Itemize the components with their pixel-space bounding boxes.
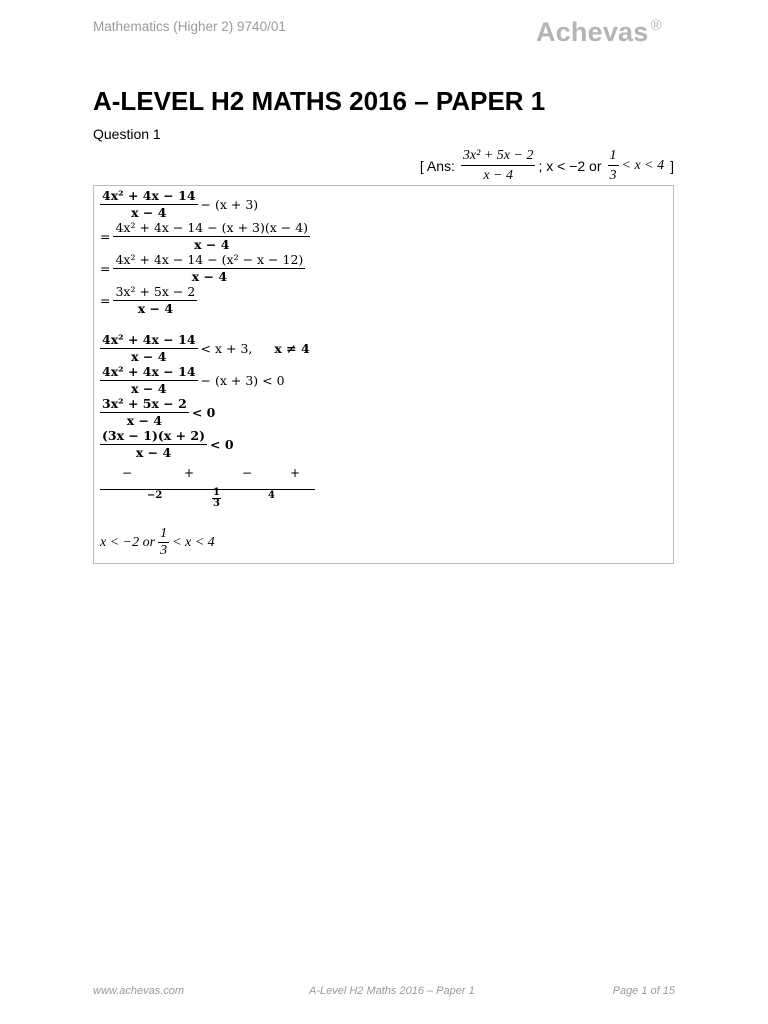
fraction — [100, 365, 198, 396]
tick-label-4: 4 — [268, 490, 275, 501]
sign-negative-2: − — [242, 466, 253, 480]
denominator: x − 4 — [135, 445, 172, 460]
answer-fraction-numerator: 3x² + 5x − 2 — [461, 148, 536, 166]
expression-rest: < 0 — [191, 405, 216, 420]
answer-prefix: [ Ans: — [419, 157, 455, 174]
numerator: 3x² + 5x − 2 — [102, 396, 187, 411]
tick-label-neg2: −2 — [147, 490, 163, 501]
registered-mark: ® — [650, 17, 662, 34]
sign-negative-1: − — [122, 466, 133, 480]
final-pre: x < −2 or — [100, 534, 156, 550]
answer-line — [420, 148, 674, 183]
numerator: 4x² + 4x − 14 − (x² − x − 12) — [115, 252, 304, 267]
condition: x ≠ 4 — [274, 341, 310, 356]
footer-page-number: Page 1 of 15 — [612, 985, 675, 997]
question-label: Question 1 — [93, 126, 161, 142]
expression-rest: < x + 3, — [200, 341, 253, 356]
tick-label-one-third — [212, 488, 221, 509]
denominator: 3 — [160, 543, 168, 558]
working-line-7 — [100, 397, 215, 428]
final-post: < x < 4 — [172, 534, 215, 550]
denominator: x − 4 — [131, 349, 167, 364]
numerator: 4x² + 4x − 14 — [102, 332, 196, 347]
answer-fraction-2-denominator: 3 — [609, 168, 617, 183]
numerator: 1 — [160, 526, 168, 541]
fraction — [113, 221, 310, 252]
numerator: 4x² + 4x − 14 — [102, 364, 196, 379]
equals-sign: = — [100, 293, 111, 308]
denominator: x − 4 — [126, 413, 163, 428]
answer-fraction-2-numerator: 1 — [608, 148, 619, 166]
sign-positive-2: + — [290, 466, 301, 480]
denominator: x − 4 — [131, 381, 167, 396]
denominator: x − 4 — [131, 205, 167, 220]
sign-positive-1: + — [184, 466, 195, 480]
header-subject: Mathematics (Higher 2) 9740/01 — [93, 19, 286, 34]
expression-rest: − (x + 3) < 0 — [200, 373, 285, 388]
equals-sign: = — [100, 229, 111, 244]
page-title: A-LEVEL H2 MATHS 2016 – PAPER 1 — [93, 86, 546, 116]
answer-tail: < x < 4 — [621, 157, 665, 173]
working-line-6 — [100, 365, 285, 396]
working-line-3 — [100, 253, 305, 284]
answer-fraction — [461, 148, 536, 183]
denominator: x − 4 — [137, 301, 174, 316]
working-line-8 — [100, 429, 234, 460]
equals-sign: = — [100, 261, 111, 276]
working-line-2 — [100, 221, 310, 252]
expression-rest: − (x + 3) — [200, 197, 259, 212]
fraction — [113, 285, 197, 316]
numerator: 3x² + 5x − 2 — [115, 284, 196, 299]
fraction — [100, 189, 198, 220]
answer-fraction-denominator: x − 4 — [483, 168, 514, 183]
fraction — [100, 429, 207, 460]
answer-fraction-2 — [608, 148, 619, 183]
denominator: x − 4 — [194, 237, 230, 252]
brand-name: Achevas — [536, 17, 649, 47]
final-fraction — [158, 527, 169, 558]
denominator: x − 4 — [191, 269, 228, 284]
fraction — [100, 333, 198, 364]
numerator: 4x² + 4x − 14 — [102, 188, 196, 203]
numerator: 4x² + 4x − 14 − (x + 3)(x − 4) — [115, 220, 309, 235]
final-answer — [100, 527, 215, 558]
working-line-1 — [100, 189, 258, 220]
denominator: 3 — [213, 498, 220, 509]
working-line-4 — [100, 285, 197, 316]
numerator: (3x − 1)(x + 2) — [102, 428, 206, 443]
brand-logo — [536, 17, 662, 48]
fraction — [113, 253, 305, 284]
working-line-5 — [100, 333, 310, 364]
number-line — [100, 489, 315, 490]
fraction — [100, 397, 189, 428]
footer-website: www.achevas.com — [93, 985, 185, 997]
expression-rest: < 0 — [210, 437, 234, 452]
answer-middle: ; x < −2 or — [538, 157, 602, 174]
footer-title: A-Level H2 Maths 2016 – Paper 1 — [309, 985, 475, 997]
answer-suffix: ] — [670, 157, 674, 174]
numerator: 1 — [213, 487, 220, 498]
